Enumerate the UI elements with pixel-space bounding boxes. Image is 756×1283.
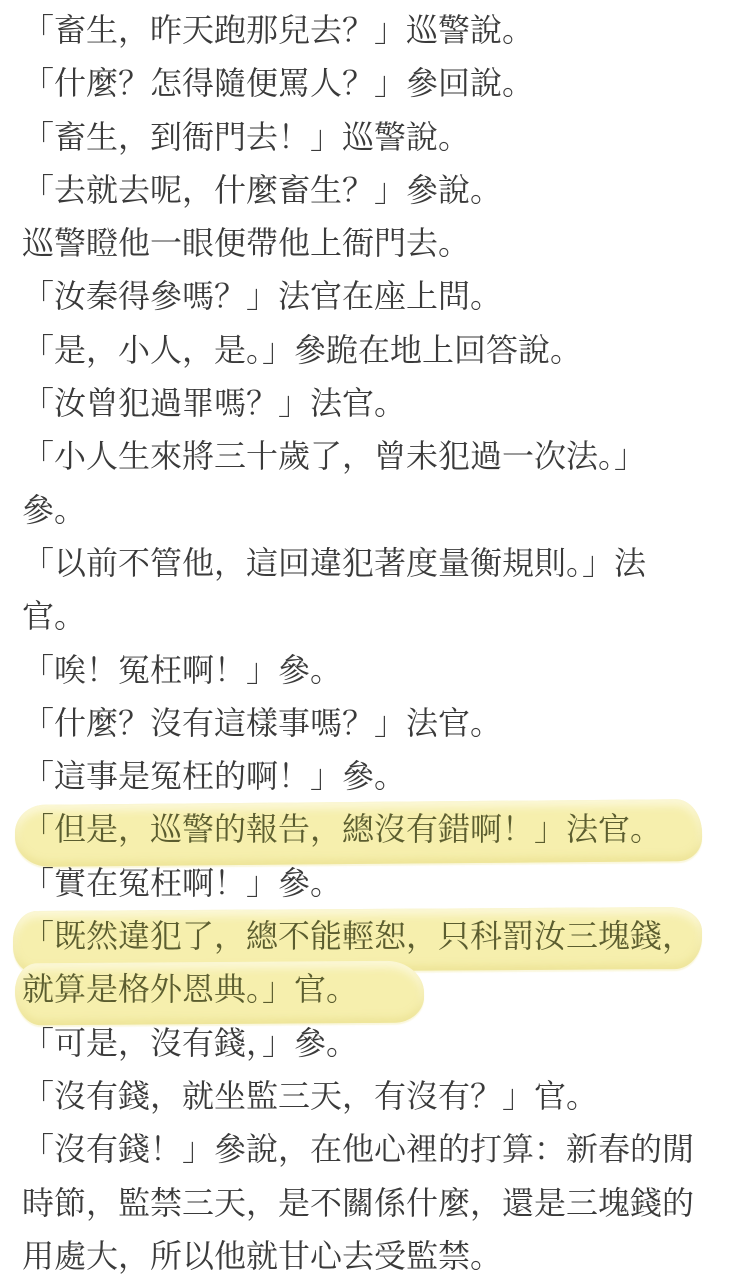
text-line [22, 590, 718, 643]
text-line [22, 324, 718, 377]
line-text: 「什麼？怎得隨便罵人？」參回說。 [22, 64, 535, 103]
line-text: 官。 [22, 597, 87, 636]
text-line [22, 164, 718, 217]
text-line [22, 270, 718, 323]
line-text: 「什麼？沒有這樣事嗎？」法官。 [22, 703, 503, 742]
line-text: 「畜生，到衙門去！」巡警說。 [22, 117, 471, 156]
line-text: 時節，監禁三天，是不關係什麼，還是三塊錢的 [22, 1183, 695, 1222]
text-line [22, 910, 718, 963]
line-text: 「實在冤枉啊！」參。 [22, 863, 343, 902]
highlighted-passage[interactable]: 「但是，巡警的報告，總沒有錯啊！」法官。 [22, 803, 662, 856]
line-text: 用處大，所以他就甘心去受監禁。 [22, 1236, 503, 1275]
text-line [22, 1230, 718, 1283]
line-text: 「是，小人，是。」參跪在地上回答說。 [22, 330, 583, 369]
text-line [22, 537, 718, 590]
text-line [22, 1017, 718, 1070]
text-line [22, 1177, 718, 1230]
line-text: 巡警瞪他一眼便帶他上衙門去。 [22, 224, 471, 263]
text-line [22, 1070, 718, 1123]
line-text: 「這事是冤枉的啊！」參。 [22, 757, 407, 796]
text-line [22, 4, 718, 57]
text-line [22, 697, 718, 750]
text-line [22, 750, 718, 803]
line-text: 「可是，沒有錢，」參。 [22, 1023, 359, 1062]
text-line [22, 377, 718, 430]
line-text: 「唉！冤枉啊！」參。 [22, 650, 343, 689]
text-line [22, 803, 718, 856]
line-text: 「以前不管他，這回違犯著度量衡規則。」法 [22, 543, 647, 582]
line-text: 參。 [22, 490, 87, 529]
text-line [22, 1123, 718, 1176]
text-line [22, 57, 718, 110]
line-text: 「畜生，昨天跑那兒去？」巡警說。 [22, 11, 535, 49]
text-line [22, 217, 718, 270]
highlighted-passage[interactable]: 就算是格外恩典。」官。 [22, 963, 358, 1016]
text-line [22, 644, 718, 697]
text-line [22, 111, 718, 164]
line-text: 「去就去呢，什麼畜生？」參說。 [22, 170, 503, 209]
line-text: 「汝秦得參嗎？」法官在座上問。 [22, 277, 503, 316]
line-text: 「沒有錢，就坐監三天，有沒有？」官。 [22, 1076, 599, 1115]
text-line [22, 430, 718, 483]
text-line [22, 484, 718, 537]
line-text: 「沒有錢！」參說，在他心裡的打算：新春的閒 [22, 1130, 695, 1169]
highlighted-passage[interactable]: 「既然違犯了，總不能輕恕，只科罰汝三塊錢， [22, 910, 694, 963]
line-text: 「小人生來將三十歲了，曾未犯過一次法。」 [22, 437, 647, 476]
line-text: 「汝曾犯過罪嗎？」法官。 [22, 384, 407, 423]
text-line [22, 857, 718, 910]
text-line [22, 963, 718, 1016]
